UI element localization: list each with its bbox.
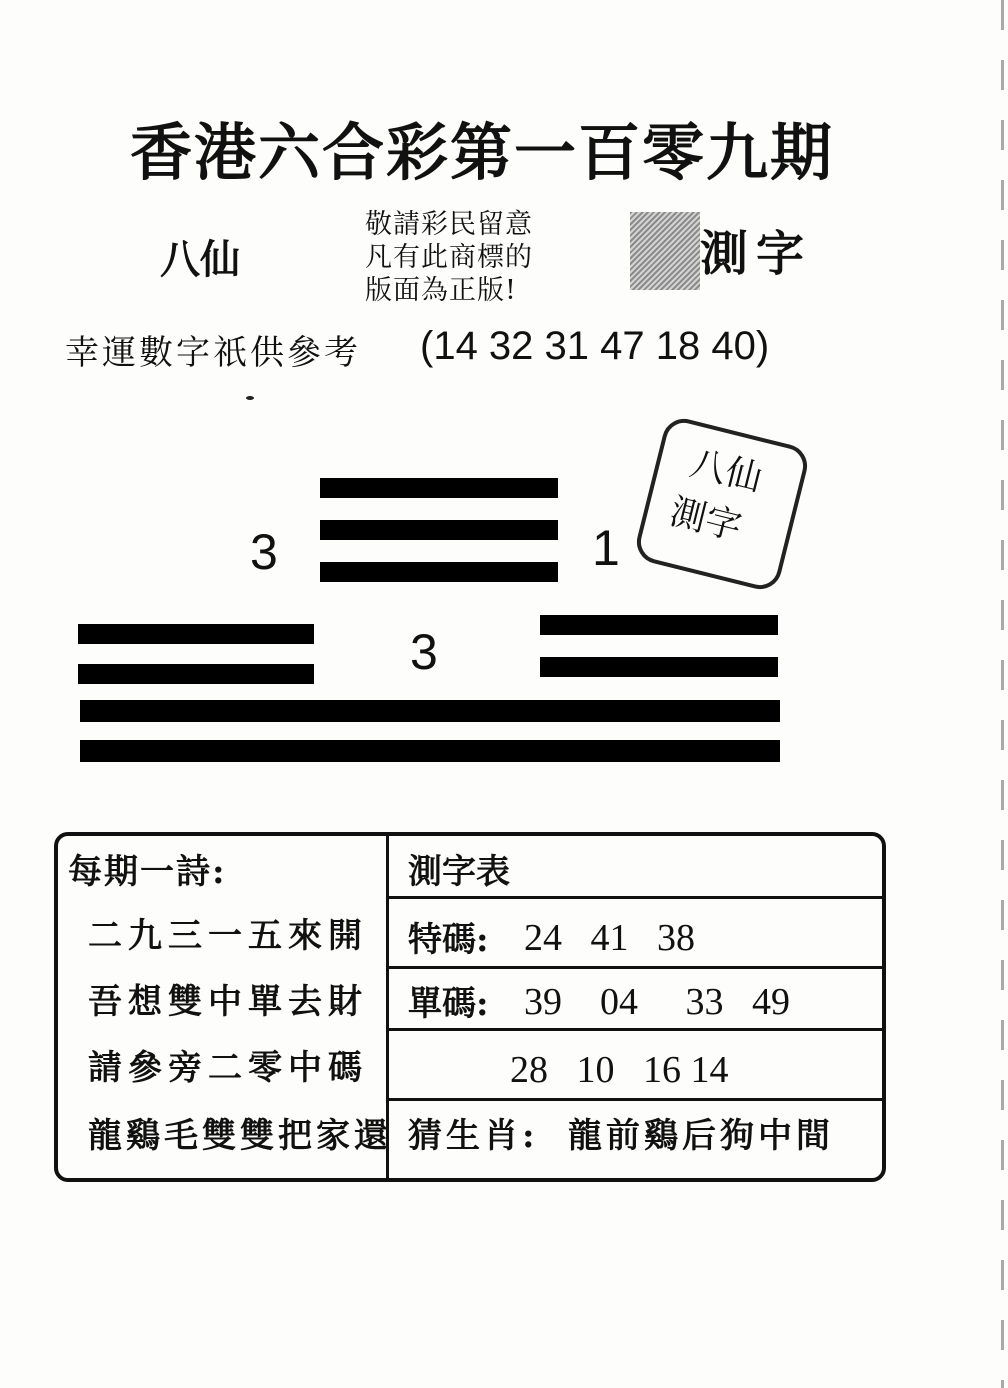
- hexagram-line: [78, 664, 314, 684]
- table-heading: 測字表: [408, 852, 510, 892]
- hexagram-line: [540, 657, 778, 677]
- row-divider: [386, 896, 882, 899]
- extra-numbers: 28 10 16 14: [510, 1049, 729, 1091]
- notice-line: 敬請彩民留意: [365, 209, 533, 240]
- poem-line: 二九三一五來開: [88, 916, 368, 956]
- single-label: 單碼:: [408, 984, 489, 1024]
- hexagram-line: [320, 520, 558, 540]
- poem-heading: 每期一詩:: [68, 852, 227, 892]
- lucky-numbers-label: 幸運數字祇供參考: [65, 333, 361, 373]
- stamp-text: 八仙: [686, 442, 766, 501]
- trademark-logo: [630, 212, 700, 290]
- page-title: 香港六合彩第一百零九期: [130, 116, 835, 189]
- brand-right: 測字: [700, 226, 813, 282]
- hexagram-line: [320, 478, 558, 498]
- notice-line: 凡有此商標的: [365, 242, 533, 273]
- scan-speck: [246, 396, 254, 400]
- prediction-table: [54, 832, 886, 1182]
- hexagram-line: [540, 615, 778, 635]
- hexagram-middle-number: 3: [410, 624, 438, 680]
- poem-line: 請參旁二零中碼: [88, 1048, 368, 1088]
- scan-edge-mark: [1001, 0, 1004, 1388]
- row-divider: [386, 1098, 882, 1101]
- hexagram-line: [320, 562, 558, 582]
- hexagram-line: [80, 740, 780, 762]
- notice-line: 版面為正版!: [365, 275, 517, 306]
- zodiac-value: 龍前鷄后狗中間: [568, 1116, 834, 1156]
- stamp-text: 測字: [665, 491, 746, 549]
- bx-stamp: [632, 414, 811, 593]
- special-label: 特碼:: [408, 920, 489, 960]
- poem-line: 龍鷄毛雙雙把家還: [88, 1116, 392, 1156]
- hexagram-right-number: 1: [592, 520, 620, 576]
- brand-left: 八仙: [160, 236, 240, 283]
- single-numbers: 39 04 33 49: [524, 981, 790, 1023]
- lucky-numbers: (14 32 31 47 18 40): [420, 324, 770, 368]
- special-numbers: 24 41 38: [524, 917, 695, 959]
- row-divider: [386, 966, 882, 969]
- poem-line: 吾想雙中單去財: [88, 982, 368, 1022]
- row-divider: [386, 1028, 882, 1031]
- hexagram-line: [78, 624, 314, 644]
- hexagram-line: [80, 700, 780, 722]
- zodiac-label: 猜生肖:: [408, 1116, 539, 1156]
- authenticity-notice: [365, 208, 615, 307]
- hexagram-left-number: 3: [250, 524, 278, 580]
